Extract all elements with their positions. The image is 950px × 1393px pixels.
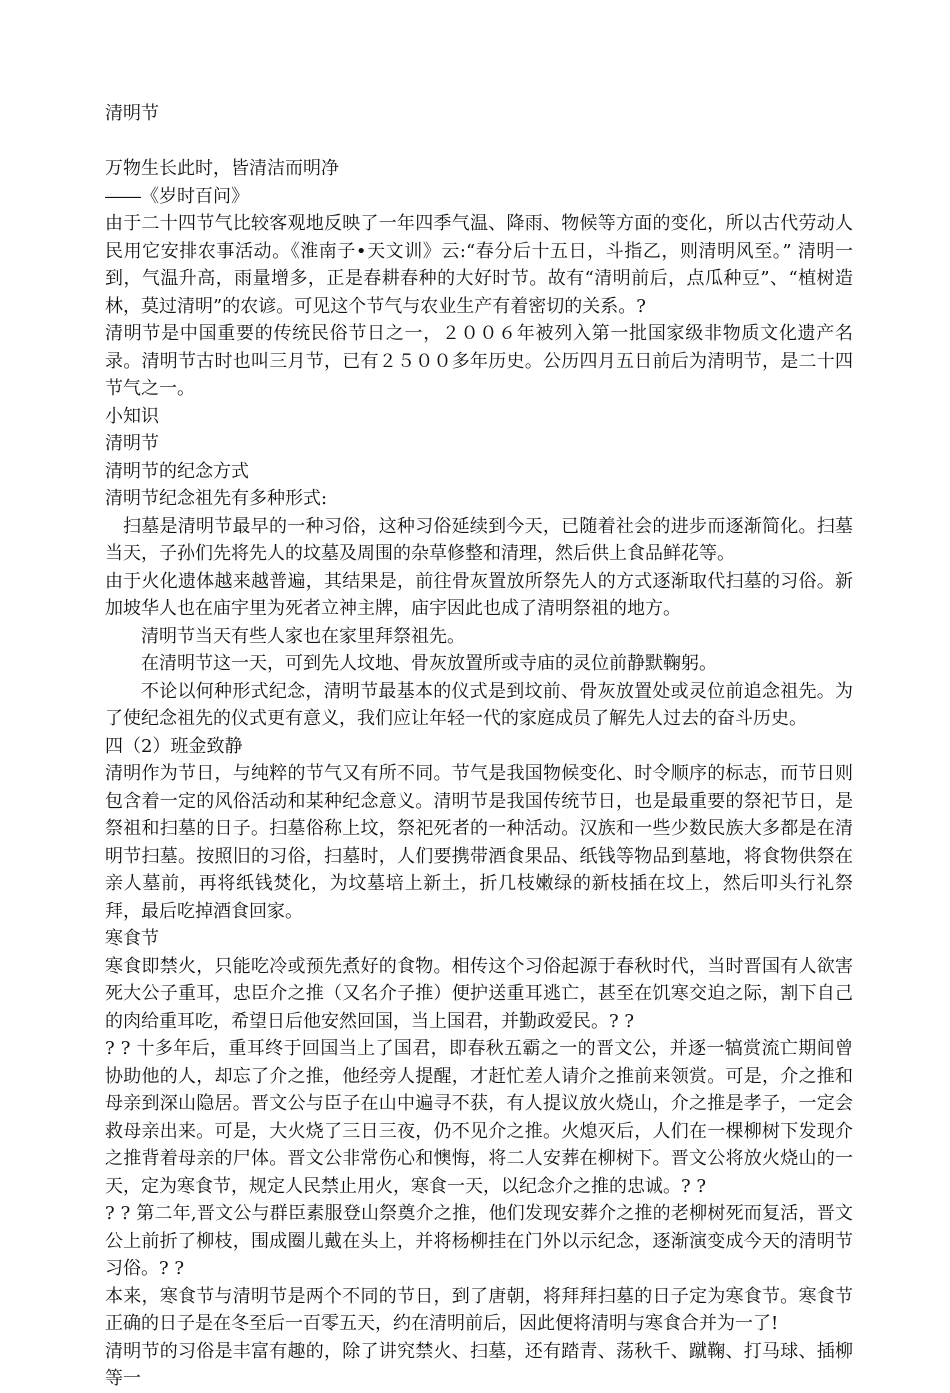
paragraph-visit: 在清明节这一天，可到先人坟地、骨灰放置所或寺庙的灵位前静默鞠躬。 [141, 653, 717, 674]
heading-knowledge: 小知识 [105, 405, 159, 427]
paragraph-hanshi-willow: ? ? 第二年,晋文公与群臣素服登山祭奠介之推，他们发现安葬介之推的老柳树死而复活，晋文公上前折了柳枝，围成圈儿戴在头上，并将杨柳挂在门外以示纪念，逐渐演变成今天的清明节习俗。? ? [105, 1203, 853, 1279]
paragraph-merge: 本来，寒食节与清明节是两个不同的节日，到了唐朝，将拜拜扫墓的日子定为寒食节。寒食节正确的日子是在冬至后一百零五天，约在清明前后，因此便将清明与寒食合并为一了! [105, 1285, 853, 1334]
paragraph-home-worship: 清明节当天有些人家也在家里拜祭祖先。 [141, 625, 465, 647]
epigraph-source: ――《岁时百问》 [105, 185, 249, 207]
paragraph-solar-terms: 由于二十四节气比较客观地反映了一年四季气温、降雨、物候等方面的变化，所以古代劳动人民用它安排农事活动。《淮南子•天文训》云:“春分后十五日，斗指乙，则清明风至。” 清明一到，气温升高，雨量增多，正是春耕春种的大好时节。故有“清明前后，点瓜种豆”、“植树造林，莫过清明”的农谚。可见这个节气与农业生产有着密切的关系。? [105, 213, 853, 317]
paragraph-hanshi-origin: 寒食即禁火，只能吃冷或预先煮好的食物。相传这个习俗起源于春秋时代，当时晋国有人欲害死大公子重耳，忠臣介之推（又名介子推）便护送重耳逃亡，甚至在饥寒交迫之际，割下自己的肉给重耳吃，希望日后他安然回国，当上国君，并勤政爱民。? ? [105, 955, 853, 1032]
paragraph-customs: 清明节的习俗是丰富有趣的，除了讲究禁火、扫墓，还有踏青、荡秋千、蹴鞠、打马球、插柳等一 [105, 1340, 853, 1389]
paragraph-meaning: 不论以何种形式纪念，清明节最基本的仪式是到坟前、骨灰放置处或灵位前追念祖先。为了使纪念祖先的仪式更有意义，我们应让年轻一代的家庭成员了解先人过去的奋斗历史。 [105, 680, 853, 729]
heading-qingming: 清明节 [105, 433, 159, 454]
document-title: 清明节 [105, 103, 159, 124]
paragraph-heritage: 清明节是中国重要的传统民俗节日之一，２００６年被列入第一批国家级非物质文化遗产名录。清明节古时也叫三月节，已有２５００多年历史。公历四月五日前后为清明节，是二十四节气之一。 [105, 323, 853, 399]
blank-line [105, 128, 853, 156]
paragraph-festival: 清明作为节日，与纯粹的节气又有所不同。节气是我国物候变化、时令顺序的标志，而节日则包含着一定的风俗活动和某种纪念意义。清明节是我国传统节日，也是最重要的祭祀节日，是祭祖和扫墓的日子。扫墓俗称上坟，祭祀死者的一种活动。汉族和一些少数民族大多都是在清明节扫墓。按照旧的习俗，扫墓时，人们要携带酒食果品、纸钱等物品到墓地，将食物供祭在亲人墓前，再将纸钱焚化，为坟墓培上新土，折几枝嫩绿的新枝插在坟上，然后叩头行礼祭拜，最后吃掉酒食回家。 [105, 763, 853, 922]
epigraph: 万物生长此时，皆清洁而明净 [105, 158, 339, 179]
heading-hanshi: 寒食节 [105, 928, 159, 949]
paragraph-hanshi-story: ? ? 十多年后，重耳终于回国当上了国君，即春秋五霸之一的晋文公，并逐一犒赏流亡期间曾协助他的人，却忘了介之推，他经旁人提醒，才赶忙差人请介之推前来领赏。可是，介之推和母亲到深山隐居。晋文公与臣子在山中遍寻不获，有人提议放火烧山，介之推是孝子，一定会救母亲出来。可是，大火烧了三日三夜，仍不见介之推。火熄灭后，人们在一棵柳树下发现介之推背着母亲的尸体。晋文公非常伤心和懊悔，将二人安葬在柳树下。晋文公将放火烧山的一天，定为寒食节，规定人民禁止用火，寒食一天，以纪念介之推的忠诚。? ? [105, 1038, 853, 1197]
paragraph-forms: 清明节纪念祖先有多种形式: [105, 488, 328, 509]
heading-commemorate: 清明节的纪念方式 [105, 460, 249, 482]
author-line: 四（2）班金致静 [105, 735, 243, 757]
paragraph-cremation: 由于火化遗体越来越普遍，其结果是，前往骨灰置放所祭先人的方式逐渐取代扫墓的习俗。新加坡华人也在庙宇里为死者立神主牌，庙宇因此也成了清明祭祖的地方。 [105, 570, 853, 619]
document-body [105, 100, 853, 1393]
paragraph-tomb-sweeping: 扫墓是清明节最早的一种习俗，这种习俗延续到今天，已随着社会的进步而逐渐简化。扫墓当天，子孙们先将先人的坟墓及周围的杂草修整和清理，然后供上食品鲜花等。 [105, 515, 853, 564]
